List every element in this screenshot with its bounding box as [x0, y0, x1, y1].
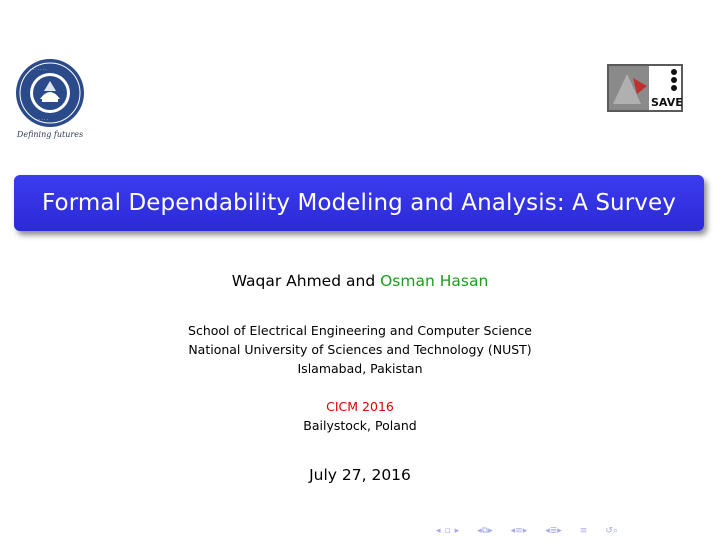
- author-second: Osman Hasan: [380, 272, 489, 290]
- nav-align-icon[interactable]: ≡: [579, 526, 588, 536]
- nav-search-icon[interactable]: ↺⌕: [605, 526, 618, 536]
- affiliation-line-1: School of Electrical Engineering and Computer Science: [188, 323, 532, 338]
- author-connector: and: [346, 272, 376, 290]
- slide-title: Formal Dependability Modeling and Analysis: A Survey: [42, 190, 676, 216]
- save-logo-text: SAVE: [651, 96, 683, 109]
- nav-subsection-next-icon[interactable]: ◂≡▸: [510, 526, 528, 536]
- nav-frame-next-icon[interactable]: ▸: [454, 526, 460, 536]
- nav-section-prev-icon[interactable]: ◂≣▸: [545, 526, 562, 536]
- conference-location: Bailystock, Poland: [303, 418, 417, 433]
- nav-subsection-prev-icon[interactable]: ◂⧉▸: [477, 526, 493, 536]
- save-logo-icon: [607, 64, 683, 112]
- authors-line: [0, 272, 720, 290]
- nav-first-icon[interactable]: ◂: [436, 526, 441, 536]
- presentation-date: July 27, 2016: [309, 466, 411, 484]
- svg-text:· · · · · · ·: · · · · · · ·: [30, 67, 47, 72]
- save-lab-logo: [607, 64, 683, 112]
- nav-frame-prev-icon[interactable]: ▫: [444, 526, 451, 536]
- svg-text:· · · · · ·: · · · · · ·: [34, 117, 48, 122]
- title-block: [14, 175, 704, 231]
- affiliation-line-2: National University of Sciences and Technology (NUST): [188, 342, 532, 357]
- author-first: Waqar Ahmed: [231, 272, 342, 290]
- beamer-navigation: [436, 524, 618, 538]
- affiliation-line-3: Islamabad, Pakistan: [297, 361, 423, 376]
- conference-name: CICM 2016: [326, 399, 394, 414]
- university-seal-icon: [14, 57, 86, 129]
- university-motto: Defining futures: [16, 130, 84, 139]
